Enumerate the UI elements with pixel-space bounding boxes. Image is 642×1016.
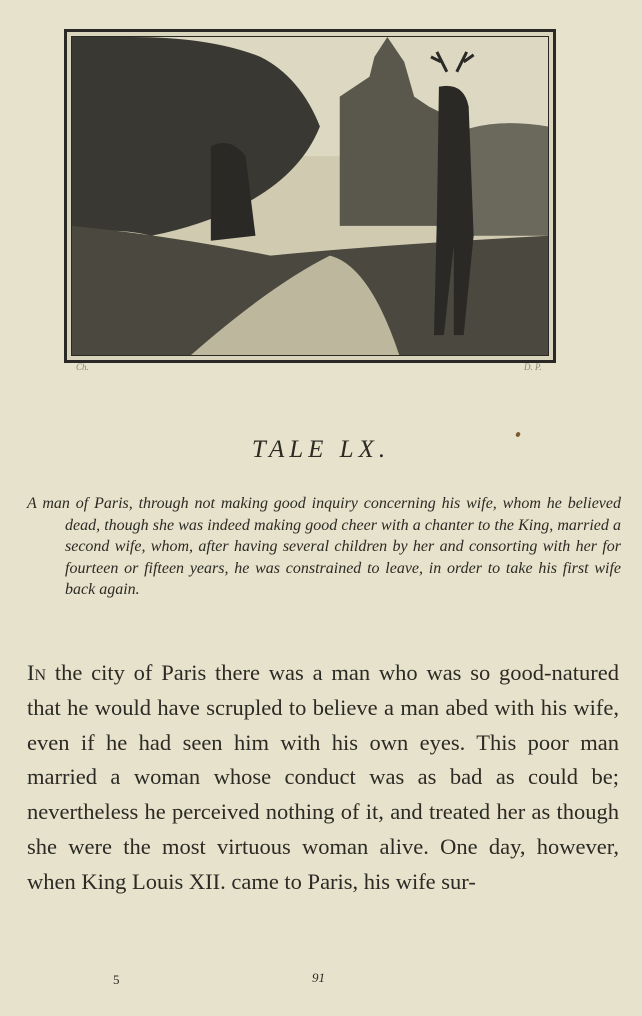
body-paragraph (27, 656, 619, 900)
engraving-image (71, 36, 549, 356)
argument-text: A man of Paris, through not making good inquiry concerning his wife, whom he believed dead, though she was indeed making good cheer with a chanter to the King, married a second wife, whom, after having several children by her and consorting with her for fourteen or fifteen years, he was constrained to leave, in order to take his first wife back again. (27, 495, 621, 599)
tale-body (27, 656, 619, 900)
tale-argument (27, 493, 621, 601)
tale-title: TALE LX. (251, 436, 391, 463)
illustration-plate (64, 29, 556, 363)
page-number: 91 (312, 970, 325, 985)
body-text: the city of Paris there was a man who was so good-natured that he would have scrupled to believe a man abed with his wife, even if he had seen him with his own eyes. This poor man married a woman whose conduct was as bad as could be; nevertheless he perceived nothing of it, and treated her as though she were the most virtuous woman alive. One day, however, when King Louis XII. came to Paris, his wife sur- (27, 660, 619, 894)
engraver-signature-right: D. P. (524, 362, 542, 372)
signature-mark: 5 (113, 972, 120, 987)
body-initial-word: In (27, 660, 47, 685)
engraver-signature-left: Ch. (76, 362, 89, 372)
